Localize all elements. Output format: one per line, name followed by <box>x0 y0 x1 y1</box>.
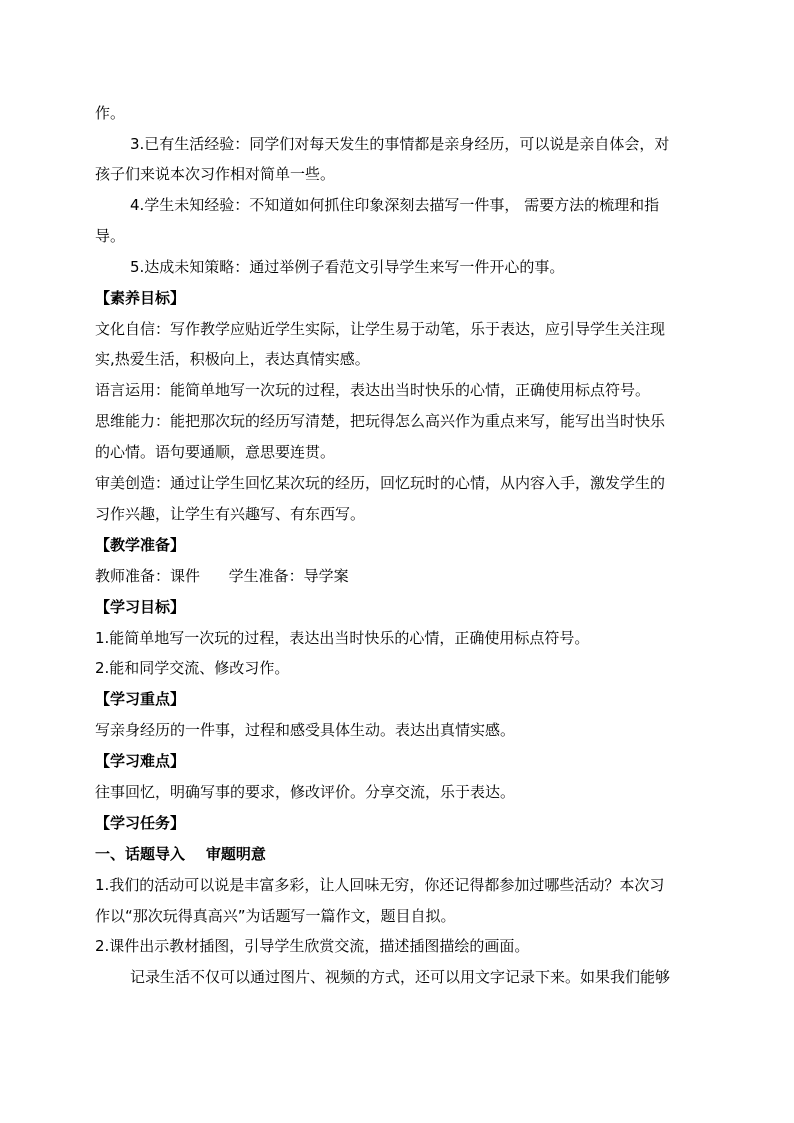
section-heading: 【学习目标】 <box>95 598 186 616</box>
text-line: 思维能力：能把那次玩的经历写清楚，把玩得怎么高兴作为重点来写，能写出当时快乐 <box>95 412 666 430</box>
text-line: 的心情。语句要通顺，意思要连贯。 <box>95 443 336 461</box>
subsection-heading: 一、话题导入 审题明意 <box>95 845 266 863</box>
text-line: 作以“那次玩得真高兴”为话题写一篇作文，题目自拟。 <box>95 907 456 925</box>
section-heading: 【学习难点】 <box>95 752 186 770</box>
text-line: 1.我们的活动可以说是丰富多彩，让人回味无穷，你还记得都参加过哪些活动？本次习 <box>95 876 665 894</box>
text-line: 4.学生未知经验：不知道如何抓住印象深刻去描写一件事， 需要方法的梳理和指 <box>130 196 660 214</box>
text-line: 语言运用：能简单地写一次玩的过程，表达出当时快乐的心情，正确使用标点符号。 <box>95 381 651 399</box>
section-heading: 【学习任务】 <box>95 814 186 832</box>
text-line: 文化自信：写作教学应贴近学生实际，让学生易于动笔，乐于表达，应引导学生关注现 <box>95 320 666 338</box>
text-line: 1.能简单地写一次玩的过程，表达出当时快乐的心情，正确使用标点符号。 <box>95 629 590 647</box>
text-line: 往事回忆，明确写事的要求，修改评价。分享交流，乐于表达。 <box>95 783 516 801</box>
text-line: 5.达成未知策略：通过举例子看范文引导学生来写一件开心的事。 <box>130 258 565 276</box>
text-line: 2.课件出示教材插图，引导学生欣赏交流，描述插图描绘的画面。 <box>95 937 530 955</box>
text-line: 作。 <box>95 104 126 122</box>
text-line: 教师准备：课件 学生准备：导学案 <box>95 567 349 585</box>
text-line: 审美创造：通过让学生回忆某次玩的经历，回忆玩时的心情，从内容入手，激发学生的 <box>95 474 666 492</box>
text-line: 2.能和同学交流、修改习作。 <box>95 659 290 677</box>
section-heading: 【素养目标】 <box>95 289 186 307</box>
text-line: 导。 <box>95 227 126 245</box>
text-line: 记录生活不仅可以通过图片、视频的方式，还可以用文字记录下来。如果我们能够 <box>130 968 671 986</box>
section-heading: 【教学准备】 <box>95 536 186 554</box>
text-line: 习作兴趣，让学生有兴趣写、有东西写。 <box>95 505 366 523</box>
section-heading: 【学习重点】 <box>95 690 186 708</box>
text-line: 孩子们来说本次习作相对简单一些。 <box>95 165 336 183</box>
text-line: 写亲身经历的一件事，过程和感受具体生动。表达出真情实感。 <box>95 721 516 739</box>
text-line: 实,热爱生活，积极向上，表达真情实感。 <box>95 350 370 368</box>
text-line: 3.已有生活经验：同学们对每天发生的事情都是亲身经历，可以说是亲自体会，对 <box>130 135 670 153</box>
